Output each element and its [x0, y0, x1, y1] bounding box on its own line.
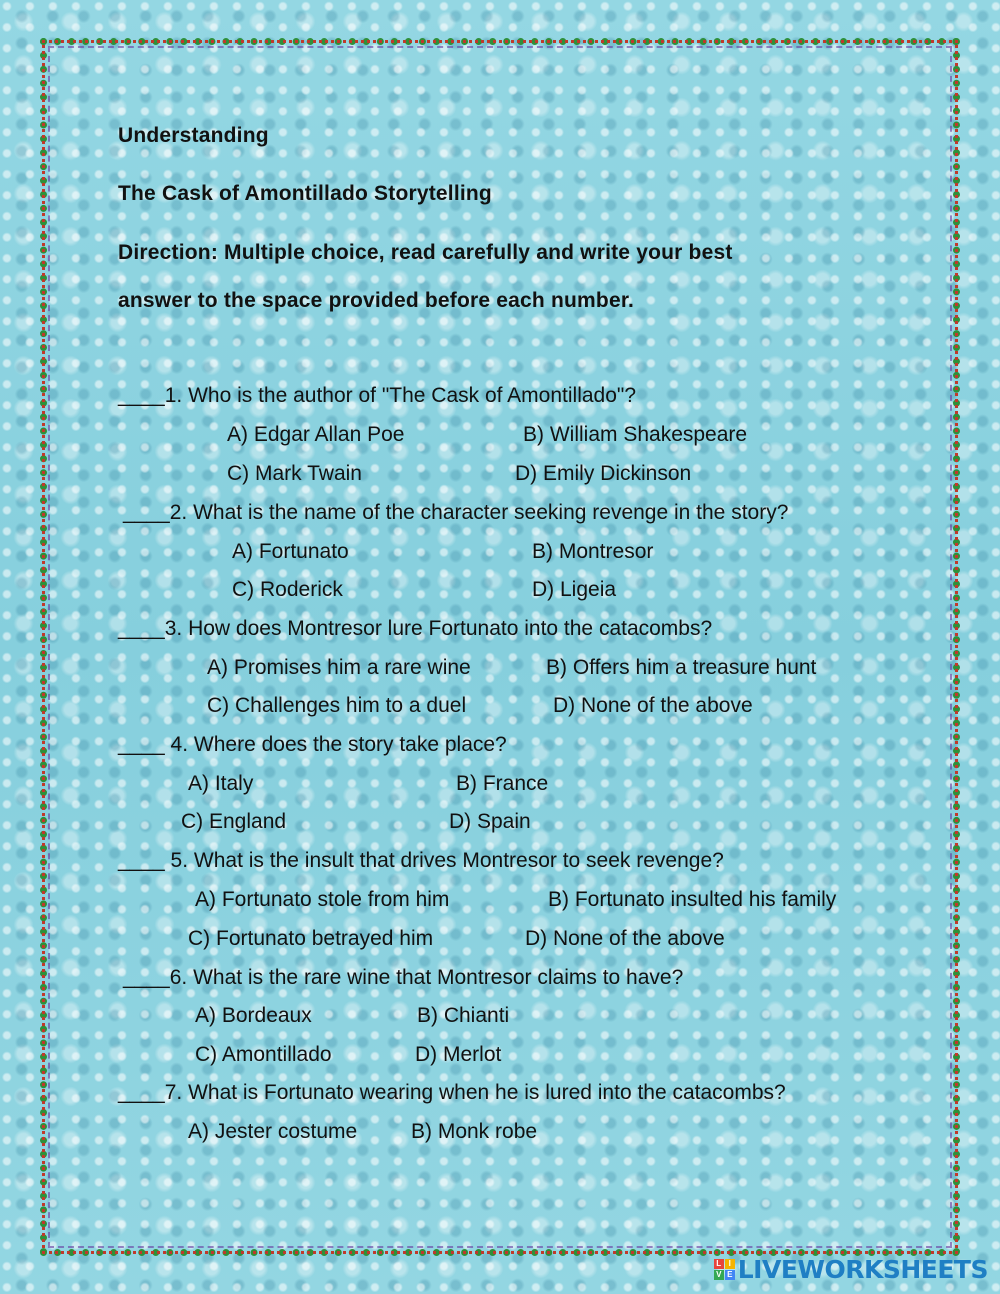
- q6-option-b: B) Chianti: [417, 1004, 510, 1027]
- logo-text: LIVEWORKSHEETS: [737, 1254, 988, 1284]
- q6-option-c: C) Amontillado: [195, 1043, 332, 1066]
- q6-option-d: D) Merlot: [415, 1043, 502, 1066]
- question-2: ____2. What is the name of the character seeking revenge in the story?: [123, 501, 789, 524]
- logo-icon: [714, 1259, 735, 1280]
- heading-understanding: Understanding: [118, 124, 269, 147]
- decorative-border-inner: [48, 46, 952, 1248]
- q1-option-d: D) Emily Dickinson: [515, 462, 692, 485]
- q7-option-a: A) Jester costume: [188, 1120, 358, 1143]
- q2-option-a: A) Fortunato: [232, 540, 349, 563]
- q3-option-a: A) Promises him a rare wine: [207, 656, 471, 679]
- q4-option-b: B) France: [456, 772, 549, 795]
- q4-option-c: C) England: [181, 810, 287, 833]
- q6-option-a: A) Bordeaux: [195, 1004, 312, 1027]
- worksheet-title: The Cask of Amontillado Storytelling: [118, 182, 492, 205]
- q7-option-b: B) Monk robe: [411, 1120, 538, 1143]
- logo-letter-i: I: [725, 1259, 735, 1269]
- q4-option-d: D) Spain: [449, 810, 531, 833]
- logo-letter-e: E: [725, 1270, 735, 1280]
- question-7: ____7. What is Fortunato wearing when he is lured into the catacombs?: [118, 1081, 786, 1104]
- q2-option-d: D) Ligeia: [532, 578, 617, 601]
- question-5: ____ 5. What is the insult that drives Montresor to seek revenge?: [118, 849, 724, 872]
- q5-option-b: B) Fortunato insulted his family: [548, 888, 837, 911]
- logo-letter-l: L: [714, 1259, 724, 1269]
- q3-option-c: C) Challenges him to a duel: [207, 694, 467, 717]
- q1-option-b: B) William Shakespeare: [523, 423, 748, 446]
- question-4: ____ 4. Where does the story take place?: [118, 733, 507, 756]
- q4-option-a: A) Italy: [188, 772, 254, 795]
- logo-letter-v: V: [714, 1270, 724, 1280]
- q3-option-b: B) Offers him a treasure hunt: [546, 656, 817, 679]
- q5-option-a: A) Fortunato stole from him: [195, 888, 450, 911]
- q5-option-c: C) Fortunato betrayed him: [188, 927, 434, 950]
- question-3: ____3. How does Montresor lure Fortunato into the catacombs?: [118, 617, 713, 640]
- q2-option-b: B) Montresor: [532, 540, 654, 563]
- question-6: ____6. What is the rare wine that Montresor claims to have?: [123, 966, 684, 989]
- q1-option-c: C) Mark Twain: [227, 462, 362, 485]
- question-1: ____1. Who is the author of "The Cask of Amontillado"?: [118, 384, 637, 407]
- q2-option-c: C) Roderick: [232, 578, 343, 601]
- direction-line-2: answer to the space provided before each number.: [118, 289, 635, 312]
- direction-line-1: Direction: Multiple choice, read carefully and write your best: [118, 241, 733, 264]
- liveworksheets-logo[interactable]: [714, 1254, 988, 1284]
- q5-option-d: D) None of the above: [525, 927, 725, 950]
- q1-option-a: A) Edgar Allan Poe: [227, 423, 405, 446]
- q3-option-d: D) None of the above: [553, 694, 753, 717]
